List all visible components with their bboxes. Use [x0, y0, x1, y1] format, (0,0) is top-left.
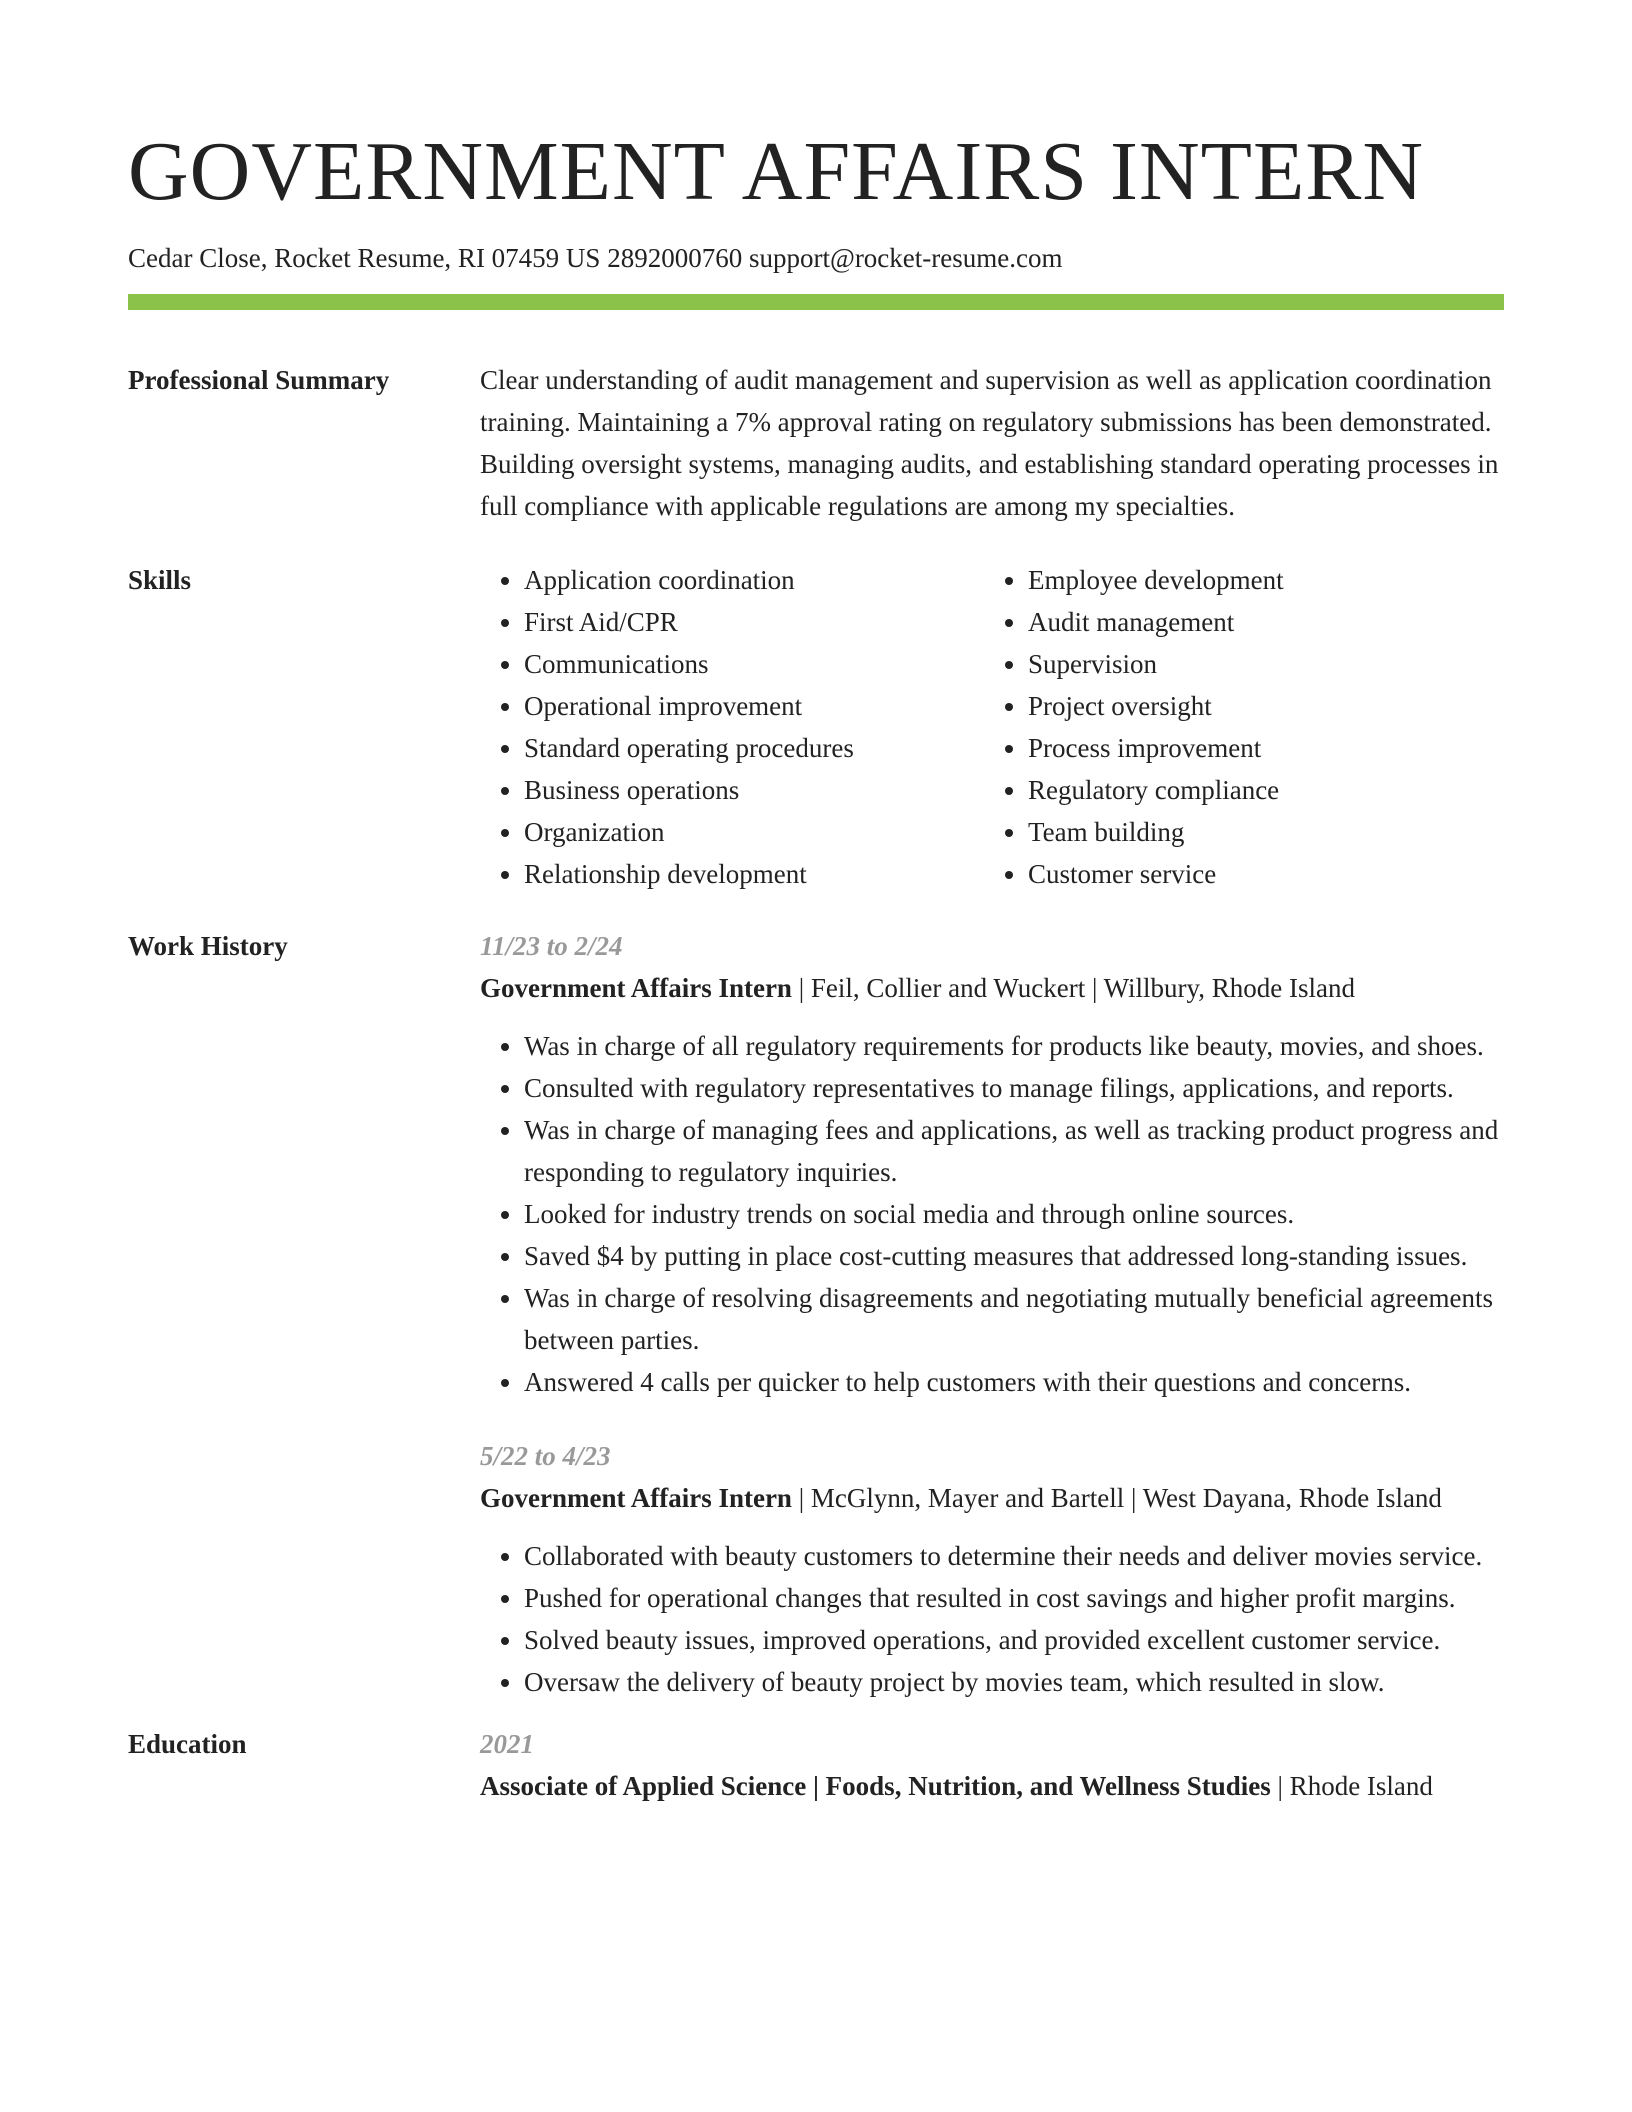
education-line — [480, 1765, 1504, 1807]
education-heading: Education — [128, 1729, 247, 1759]
summary-heading: Professional Summary — [128, 365, 390, 395]
job-employer-location: | McGlynn, Mayer and Bartell | West Dayana, Rhode Island — [791, 1483, 1442, 1513]
job-date: 11/23 to 2/24 — [480, 931, 623, 961]
education-date: 2021 — [480, 1729, 534, 1759]
contact-address: Cedar Close, Rocket Resume, RI 07459 US — [128, 243, 601, 273]
skill-item: • Communications — [524, 643, 984, 685]
contact-phone: 2892000760 — [607, 243, 743, 273]
job-bullet: • Was in charge of managing fees and applications, as well as tracking product progress and responding to regulatory inquiries. — [524, 1109, 1504, 1193]
job-bullets — [480, 1535, 1504, 1703]
job-bullet: • Was in charge of all regulatory requirements for products like beauty, movies, and shoes. — [524, 1025, 1504, 1067]
job-title: Government Affairs Intern — [480, 1483, 792, 1513]
job-bullet: • Answered 4 calls per quicker to help customers with their questions and concerns. — [524, 1361, 1504, 1403]
skills-columns — [480, 559, 1504, 895]
job-employer-location: | Feil, Collier and Wuckert | Willbury, Rhode Island — [791, 973, 1355, 1003]
resume-name: GOVERNMENT AFFAIRS INTERN — [128, 125, 1424, 218]
job-bullet: • Consulted with regulatory representatives to manage filings, applications, and reports. — [524, 1067, 1504, 1109]
skill-item: • Relationship development — [524, 853, 984, 895]
job-bullets — [480, 1025, 1504, 1403]
work-history-heading: Work History — [128, 931, 288, 961]
job-entry — [480, 925, 1504, 1403]
education-school: | Rhode Island — [1270, 1771, 1433, 1801]
skill-item: • Supervision — [1028, 643, 1504, 685]
skill-item: • Organization — [524, 811, 984, 853]
job-title: Government Affairs Intern — [480, 973, 792, 1003]
skill-item: • Team building — [1028, 811, 1504, 853]
skill-item: • Process improvement — [1028, 727, 1504, 769]
skills-list-right — [984, 559, 1504, 895]
contact-email: support@rocket-resume.com — [748, 243, 1063, 273]
skill-item: • Customer service — [1028, 853, 1504, 895]
job-bullet: • Oversaw the delivery of beauty project by movies team, which resulted in slow. — [524, 1661, 1504, 1703]
job-bullet: • Pushed for operational changes that resulted in cost savings and higher profit margins. — [524, 1577, 1504, 1619]
job-bullet: • Collaborated with beauty customers to determine their needs and deliver movies service. — [524, 1535, 1504, 1577]
skill-item: • Business operations — [524, 769, 984, 811]
skill-item: • Operational improvement — [524, 685, 984, 727]
skill-item: • Audit management — [1028, 601, 1504, 643]
skills-section — [128, 559, 1504, 895]
work-history-section — [128, 925, 1504, 1703]
education-degree: Associate of Applied Science | Foods, Nutrition, and Wellness Studies — [480, 1771, 1271, 1801]
skills-list-left — [480, 559, 984, 895]
skill-item: • Employee development — [1028, 559, 1504, 601]
summary-text: Clear understanding of audit management and supervision as well as application coordination training. Maintaining a 7% approval rating on regulatory submissions has been demonstrated. Building oversight systems, managing audits, and establishing standard operating processes in full compliance with applicable regulations are among my specialties. — [480, 365, 1499, 521]
job-date: 5/22 to 4/23 — [480, 1441, 611, 1471]
job-bullet: • Was in charge of resolving disagreements and negotiating mutually beneficial agreements between parties. — [524, 1277, 1504, 1361]
skills-heading: Skills — [128, 565, 192, 595]
skill-item: • Project oversight — [1028, 685, 1504, 727]
summary-section — [128, 359, 1504, 527]
job-bullet: • Saved $4 by putting in place cost-cutting measures that addressed long-standing issues. — [524, 1235, 1504, 1277]
header-divider — [128, 294, 1504, 310]
skill-item: • First Aid/CPR — [524, 601, 984, 643]
education-section — [128, 1723, 1504, 1807]
skill-item: • Application coordination — [524, 559, 984, 601]
job-bullet: • Solved beauty issues, improved operations, and provided excellent customer service. — [524, 1619, 1504, 1661]
job-entry — [480, 1435, 1504, 1703]
job-title-line — [480, 1477, 1504, 1519]
skill-item: • Regulatory compliance — [1028, 769, 1504, 811]
skill-item: • Standard operating procedures — [524, 727, 984, 769]
job-title-line — [480, 967, 1504, 1009]
contact-line — [128, 240, 1504, 276]
resume-page — [128, 0, 1504, 1807]
job-bullet: • Looked for industry trends on social media and through online sources. — [524, 1193, 1504, 1235]
